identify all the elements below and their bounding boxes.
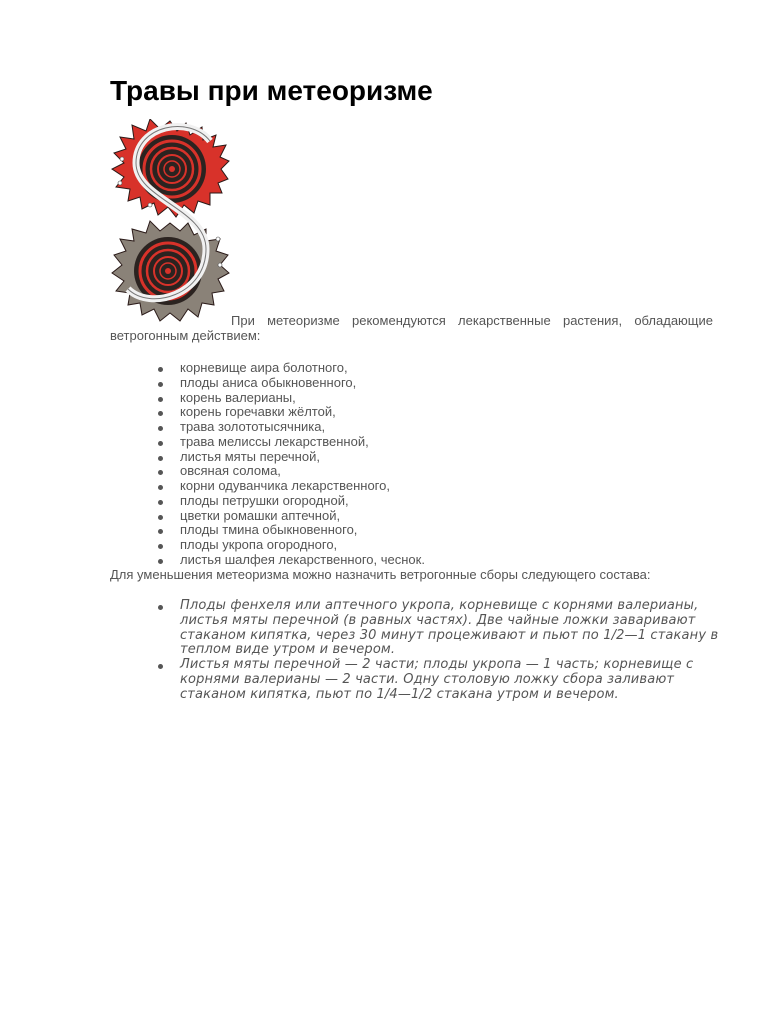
intro-paragraph: При метеоризме рекомендуются лекарственные растения, обладающие ветрогонным действием:	[110, 313, 713, 343]
herb-list	[180, 361, 425, 568]
list-item: корневище аира болотного,	[180, 361, 425, 376]
list-item: плоды укропа огородного,	[180, 538, 425, 553]
list-item: овсяная солома,	[180, 464, 425, 479]
sbor-note: Для уменьшения метеоризма можно назначить ветрогонные сборы следующего состава:	[110, 567, 651, 582]
page-title: Травы при метеоризме	[110, 75, 433, 106]
ornament-illustration	[110, 119, 230, 323]
recipe-item: Листья мяты перечной — 2 части; плоды укропа — 1 часть; корневище с корнями валерианы — 2 части. Одну столовую ложку сбора заливают стаканом кипятка, пьют по 1/4—1/2 стакана утром и вечером.	[180, 658, 720, 702]
list-item: листья мяты перечной,	[180, 450, 425, 465]
list-item: плоды тмина обыкновенного,	[180, 523, 425, 538]
recipe-list	[180, 599, 720, 703]
list-item: листья шалфея лекарственного, чеснок.	[180, 551, 425, 567]
list-item: корень валерианы,	[180, 391, 425, 406]
list-item: трава золототысячника,	[180, 420, 425, 435]
list-item: корень горечавки жёлтой,	[180, 405, 425, 420]
list-item: плоды петрушки огородной,	[180, 494, 425, 509]
recipe-item: Плоды фенхеля или аптечного укропа, корневище с корнями валерианы, листья мяты перечной (в равных частях). Две чайные ложки заваривают стаканом кипятка, через 30 минут процеживают и пьют по 1/2—1 стакану в теплом виде утром и вечером.	[180, 598, 719, 658]
list-item: цветки ромашки аптечной,	[180, 509, 425, 524]
lower-lobe	[112, 221, 229, 321]
list-item: корни одуванчика лекарственного,	[180, 479, 425, 494]
list-item: трава мелиссы лекарственной,	[180, 435, 425, 450]
list-item: плоды аниса обыкновенного,	[180, 376, 425, 391]
